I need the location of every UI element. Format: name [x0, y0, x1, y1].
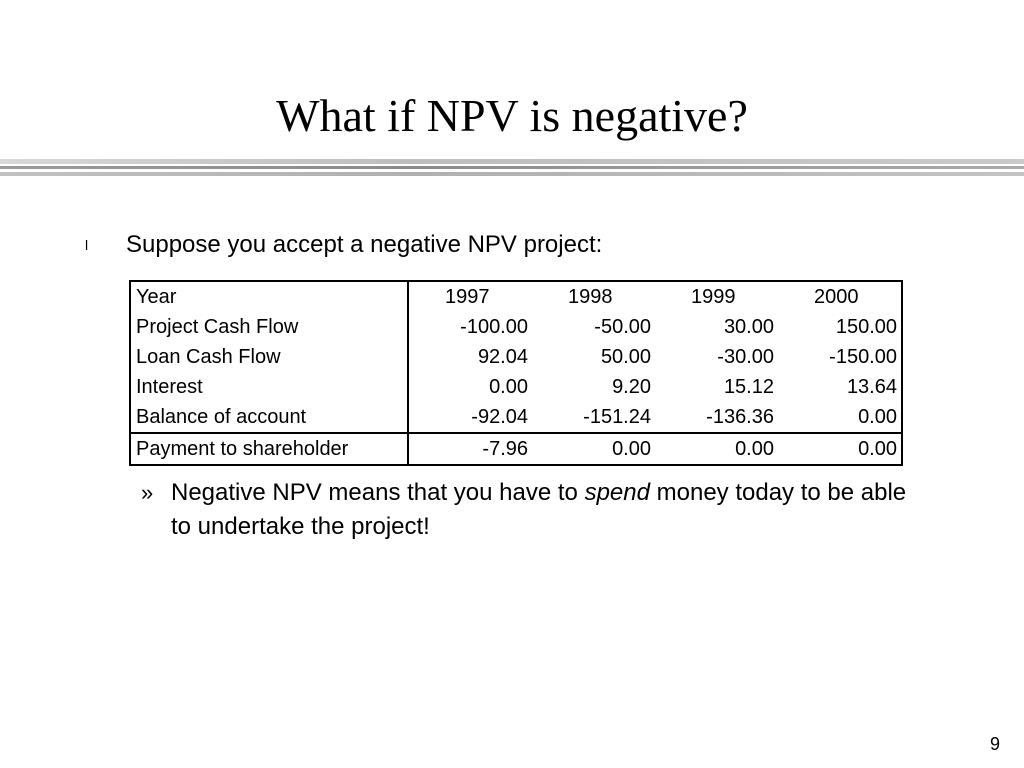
- row-label: Balance of account: [130, 402, 408, 433]
- header-year-1999: 1999: [691, 286, 736, 308]
- table-cell: -92.04: [471, 406, 528, 428]
- table-cell: 30.00: [723, 316, 774, 338]
- table-cell: -30.00: [717, 346, 774, 368]
- table-cell: 50.00: [600, 346, 651, 368]
- table-cell: -150.00: [829, 346, 897, 368]
- table-row: [130, 372, 902, 402]
- table-cell: 0.00: [655, 433, 778, 465]
- header-label: Year: [130, 281, 408, 312]
- table-cell: 92.04: [477, 346, 528, 368]
- slide-title: What if NPV is negative?: [276, 90, 748, 141]
- table-cell: 0.00: [778, 433, 902, 465]
- sub-bullet-emphasis: spend: [584, 479, 650, 506]
- table-cell: 9.20: [612, 376, 651, 398]
- table-cell: 150.00: [835, 316, 897, 338]
- header-year-2000: 2000: [814, 286, 859, 308]
- table-cell: -136.36: [706, 406, 774, 428]
- row-label: Loan Cash Flow: [130, 342, 408, 372]
- table-row: [130, 342, 902, 372]
- table-cell: 0.00: [489, 376, 528, 398]
- sub-bullet-text-after: money today to be able to undertake the project!: [171, 479, 907, 540]
- table-cell: 0.00: [858, 406, 897, 428]
- table-cell: -151.24: [583, 406, 651, 428]
- cash-flow-table: [129, 280, 903, 466]
- table-header-row: [130, 281, 902, 312]
- row-label: Interest: [130, 372, 408, 402]
- bullet-marker: l: [85, 237, 89, 253]
- sub-bullet-text: [171, 476, 931, 544]
- sub-bullet-text-before: Negative NPV means that you have to: [171, 479, 585, 506]
- row-label: Payment to shareholder: [130, 433, 408, 465]
- table-row: [130, 312, 902, 342]
- bullet-text: Suppose you accept a negative NPV project:: [126, 231, 603, 258]
- table-cell: 13.64: [846, 376, 897, 398]
- table-cell: -7.96: [408, 433, 532, 465]
- table-row: [130, 433, 902, 465]
- table-row: [130, 402, 902, 433]
- table-cell: 0.00: [532, 433, 655, 465]
- title-divider-bottom: [0, 172, 1024, 176]
- sub-bullet-marker: »: [141, 480, 154, 505]
- page-number: 9: [990, 734, 1001, 754]
- table-cell: -100.00: [460, 316, 528, 338]
- header-year-1998: 1998: [568, 286, 613, 308]
- title-divider-top: [0, 159, 1024, 164]
- header-year-1997: 1997: [445, 286, 490, 308]
- row-label: Project Cash Flow: [130, 312, 408, 342]
- title-divider-middle: [0, 166, 1024, 169]
- table-cell: 15.12: [723, 376, 774, 398]
- table-cell: -50.00: [594, 316, 651, 338]
